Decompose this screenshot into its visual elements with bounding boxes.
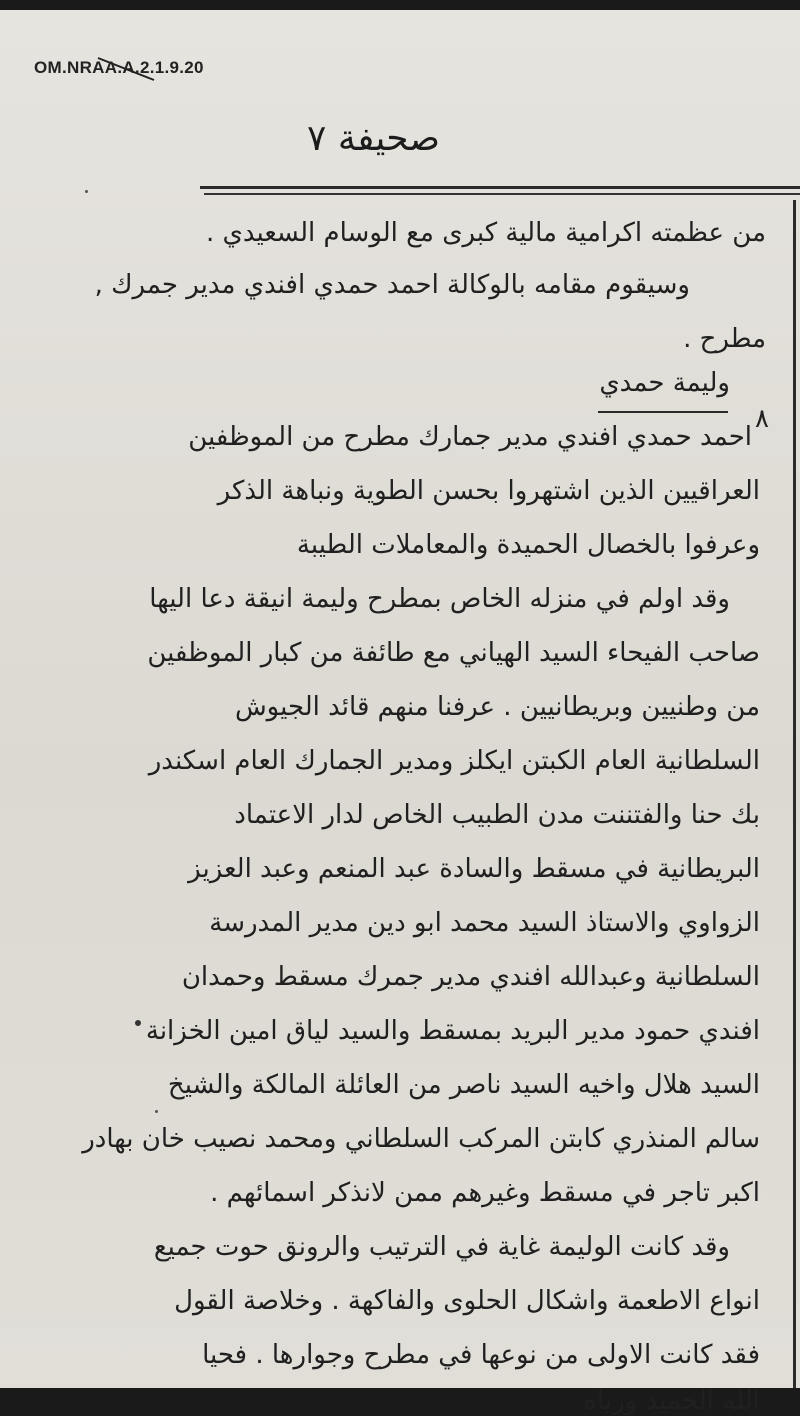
header-rule-top	[200, 186, 800, 189]
text-line: من عظمته اكرامية مالية كبرى مع الوسام السعيدي .	[206, 218, 766, 248]
text-line: فقد كانت الاولى من نوعها في مطرح وجوارها . فحيا	[202, 1340, 760, 1370]
text-line: احمد حمدي افندي مدير جمارك مطرح من الموظفين	[188, 422, 752, 452]
text-line: البريطانية في مسقط والسادة عبد المنعم وعبد العزيز	[188, 854, 760, 884]
column-border	[793, 200, 796, 1388]
text-line: صاحب الفيحاء السيد الهياني مع طائفة من كبار الموظفين	[147, 638, 760, 668]
text-line: وقد كانت الوليمة غاية في الترتيب والرونق حوت جميع	[153, 1232, 730, 1262]
paper-speck	[85, 190, 88, 193]
ink-dot	[135, 1020, 141, 1026]
page-title: صحيفة ٧	[307, 118, 440, 159]
text-line: اكبر تاجر في مسقط وغيرهم ممن لانذكر اسمائهم .	[210, 1178, 760, 1208]
document-page	[0, 10, 800, 1416]
paper-speck	[155, 1110, 158, 1113]
text-line: من وطنيين وبريطانيين . عرفنا منهم قائد الجيوش	[234, 692, 760, 722]
text-line: سالم المنذري كابتن المركب السلطاني ومحمد نصيب خان بهادر	[82, 1124, 760, 1154]
strike-mark	[96, 54, 156, 84]
text-line: السلطانية العام الكبتن ايكلز ومدير الجمارك العام اسكندر	[148, 746, 760, 776]
text-line: بك حنا والفتننت مدن الطبيب الخاص لدار الاعتماد	[234, 800, 760, 830]
text-line: افندي حمود مدير البريد بمسقط والسيد لياق امين الخزانة	[145, 1016, 760, 1046]
text-line: انواع الاطعمة واشكال الحلوى والفاكهة . وخلاصة القول	[174, 1286, 760, 1316]
text-line: الله الحميد ورياه	[583, 1386, 760, 1416]
text-line: السيد هلال واخيه السيد ناصر من العائلة المالكة والشيخ	[167, 1070, 760, 1100]
text-line: الزواوي والاستاذ السيد محمد ابو دين مدير المدرسة	[209, 908, 760, 938]
header-rule-bottom	[204, 193, 800, 195]
text-line: وسيقوم مقامه بالوكالة احمد حمدي افندي مدير جمرك ,	[94, 270, 690, 300]
text-line: السلطانية وعبدالله افندي مدير جمرك مسقط وحمدان	[181, 962, 760, 992]
margin-mark: ٨	[755, 404, 769, 434]
text-line: مطرح .	[683, 324, 766, 354]
section-heading: وليمة حمدي	[599, 368, 730, 398]
text-line: وقد اولم في منزله الخاص بمطرح وليمة انيقة دعا اليها	[149, 584, 730, 614]
text-line: وعرفوا بالخصال الحميدة والمعاملات الطيبة	[296, 530, 760, 560]
text-line: العراقيين الذين اشتهروا بحسن الطوية ونباهة الذكر	[217, 476, 760, 506]
reference-code: OM.NRAA.A.2.1.9.20	[34, 58, 204, 77]
heading-underline	[598, 411, 728, 413]
